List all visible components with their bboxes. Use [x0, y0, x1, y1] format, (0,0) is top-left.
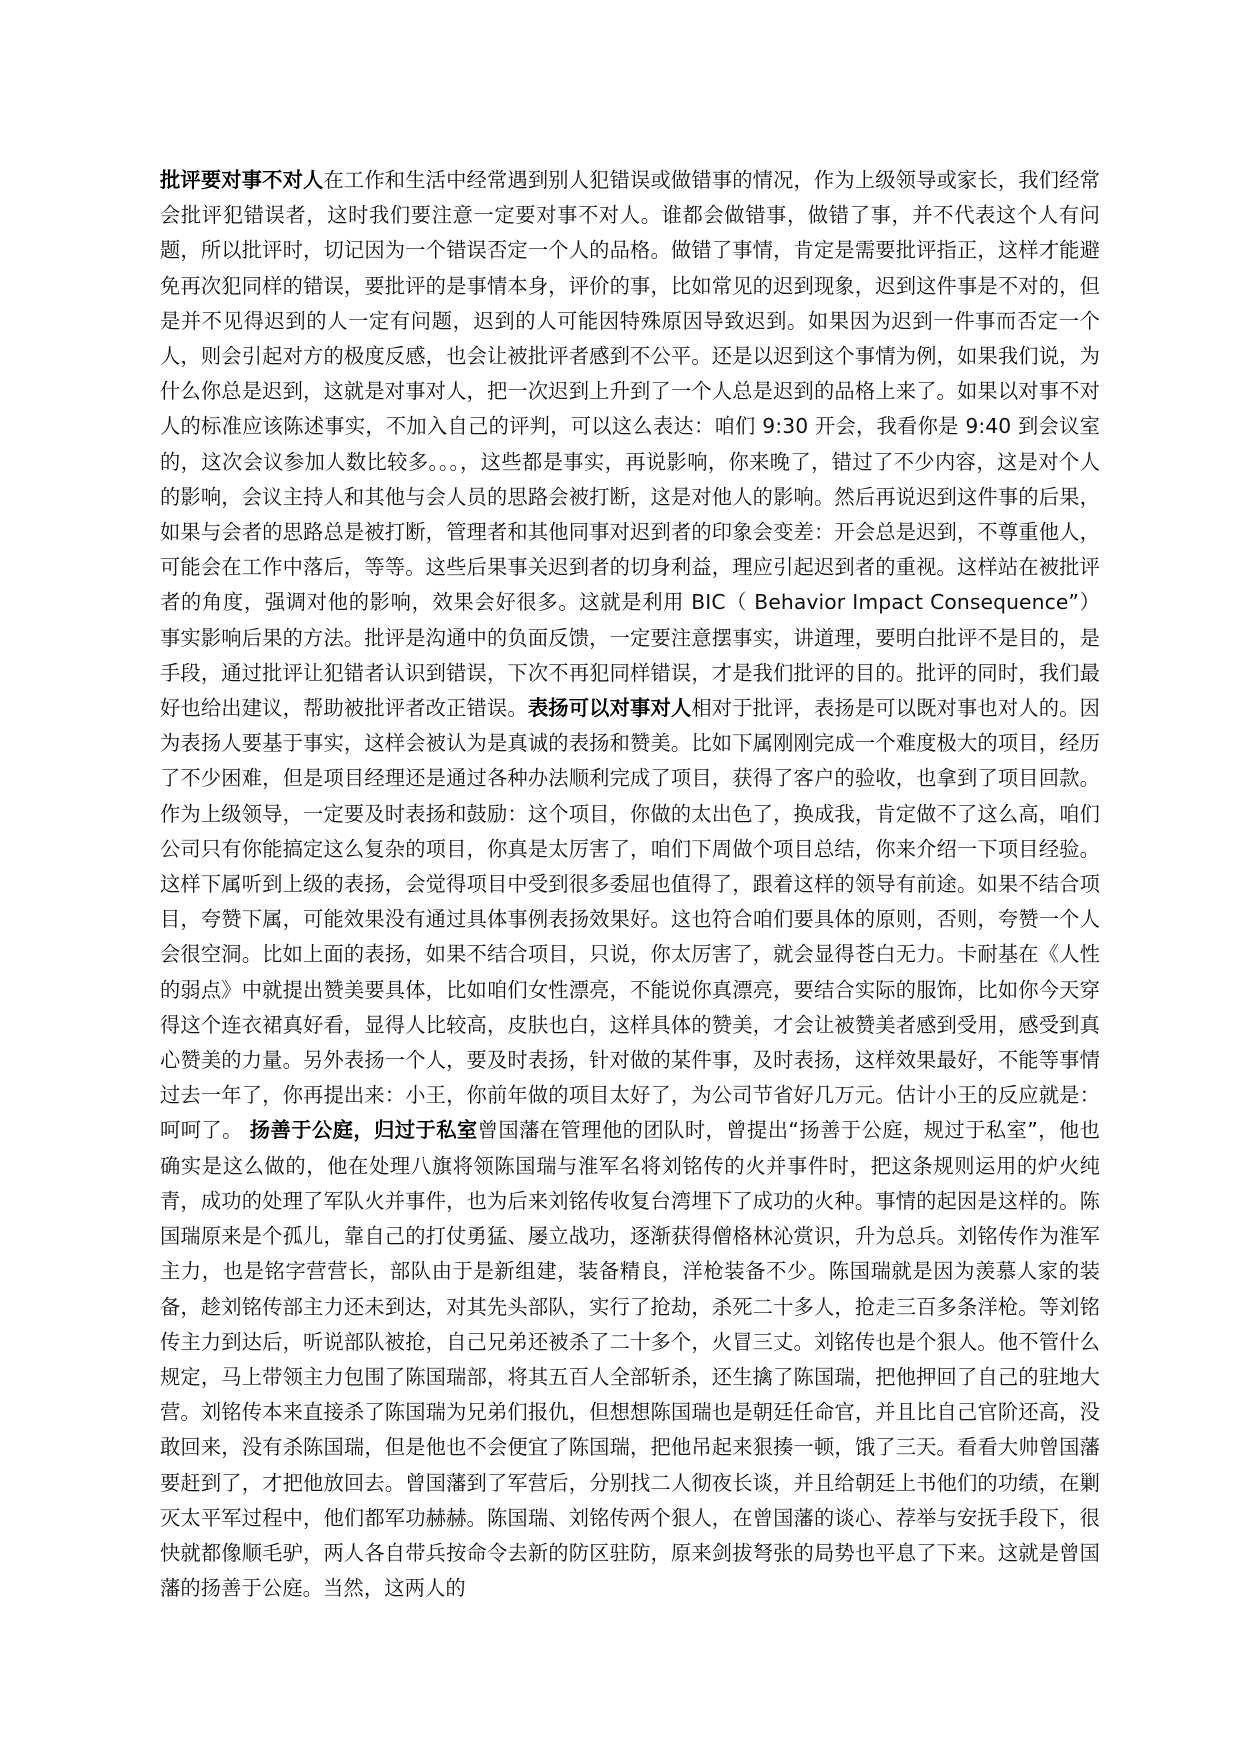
heading-praise-public-blame-private: 扬善于公庭，归过于私室	[249, 1118, 478, 1143]
section-praise-text: 相对于批评，表扬是可以既对事也对人的。因为表扬人要基于事实，这样会被认为是真诚的表扬和赞美。比如下属刚刚完成一个难度极大的项目，经历了不少困难，但是项目经理还是通过各种办法顺利完成了项目，获得了客户的验收，也拿到了项目回款。作为上级领导，一定要及时表扬和鼓励：这个项目，你做的太出色了，换成我，肯定做不了这么高，咱们公司只有你能搞定这么复杂的项目，你真是太厉害了，咱们下周做个项目总结，你来介绍一下项目经验。这样下属听到上级的表扬，会觉得项目中受到很多委屈也值得了，跟着这样的领导有前途。如果不结合项目，夸赞下属，可能效果没有通过具体事例表扬效果好。这也符合咱们要具体的原则，否则，夸赞一个人会很空洞。比如上面的表扬，如果不结合项目，只说，你太厉害了，就会显得苍白无力。卡耐基在《人性的弱点》中就提出赞美要具体，比如咱们女性漂亮，不能说你真漂亮，要结合实际的服饰，比如你今天穿得这个连衣裙真好看，显得人比较高，皮肤也白，这样具体的赞美，才会让被赞美者感到受用，感受到真心赞美的力量。另外表扬一个人，要及时表扬，针对做的某件事，及时表扬，这样效果最好，不能等事情过去一年了，你再提出来：小王，你前年做的项目太好了，为公司节省好几万元。估计小王的反应就是：呵呵了。	[160, 696, 1100, 1143]
heading-praise-issue-and-person: 表扬可以对事对人	[527, 696, 692, 721]
heading-spacer	[243, 1118, 250, 1142]
section-criticism-text: 在工作和生活中经常遇到别人犯错误或做错事的情况，作为上级领导或家长，我们经常会批评犯错误者，这时我们要注意一定要对事不对人。谁都会做错事，做错了事，并不代表这个人有问题，所以批评时，切记因为一个错误否定一个人的品格。做错了事情，肯定是需要批评指正，这样才能避免再次犯同样的错误，要批评的是事情本身，评价的事，比如常见的迟到现象，迟到这件事是不对的，但是并不见得迟到的人一定有问题，迟到的人可能因特殊原因导致迟到。如果因为迟到一件事而否定一个人，则会引起对方的极度反感，也会让被批评者感到不公平。还是以迟到这个事情为例，如果我们说，为什么你总是迟到，这就是对事对人，把一次迟到上升到了一个人总是迟到的品格上来了。如果以对事不对人的标准应该陈述事实，不加入自己的评判，可以这么表达：咱们 9:30 开会，我看你是 9:40 到会议室的，这次会议参加人数比较多。。。，这些都是事实，再说影响，你来晚了，错过了不少内容，这是对个人的影响，会议主持人和其他与会人员的思路会被打断，这是对他人的影响。然后再说迟到这件事的后果，如果与会者的思路总是被打断，管理者和其他同事对迟到者的印象会变差：开会总是迟到，不尊重他人，可能会在工作中落后，等等。这些后果事关迟到者的切身利益，理应引起迟到者的重视。这样站在被批评者的角度，强调对他的影响，效果会好很多。这就是利用 BIC（ Behavior Impact Consequence”）事实影响后果的方法。批评是沟通中的负面反馈，一定要注意摆事实，讲道理，要明白批评不是目的，是手段，通过批评让犯错者认识到错误，下次不再犯同样错误，才是我们批评的目的。批评的同时，我们最好也给出建议，帮助被批评者改正错误。	[160, 168, 1100, 721]
heading-criticize-issue-not-person: 批评要对事不对人	[160, 168, 324, 192]
body-paragraph	[160, 163, 1100, 1606]
section-zeng-guofan-text: 曾国藩在管理他的团队时，曾提出“扬善于公庭，规过于私室”，他也确实是这么做的，他在处理八旗将领陈国瑞与淮军名将刘铭传的火并事件时，把这条规则运用的炉火纯青，成功的处理了军队火并事件，也为后来刘铭传收复台湾埋下了成功的火种。事情的起因是这样的。陈国瑞原来是个孤儿，靠自己的打仗勇猛、屡立战功，逐渐获得僧格林沁赏识，升为总兵。刘铭传作为淮军主力，也是铭字营营长，部队由于是新组建，装备精良，洋枪装备不少。陈国瑞就是因为羡慕人家的装备，趁刘铭传部主力还未到达，对其先头部队，实行了抢劫，杀死二十多人，抢走三百多条洋枪。等刘铭传主力到达后，听说部队被抢，自己兄弟还被杀了二十多个，火冒三丈。刘铭传也是个狠人。他不管什么规定，马上带领主力包围了陈国瑞部，将其五百人全部斩杀，还生擒了陈国瑞，把他押回了自己的驻地大营。刘铭传本来直接杀了陈国瑞为兄弟们报仇，但想想陈国瑞也是朝廷任命官，并且比自己官阶还高，没敢回来，没有杀陈国瑞，但是他也不会便宜了陈国瑞，把他吊起来狠揍一顿，饿了三天。看看大帅曾国藩要赶到了，才把他放回去。曾国藩到了军营后，分别找二人彻夜长谈，并且给朝廷上书他们的功绩，在剿灭太平军过程中，他们都军功赫赫。陈国瑞、刘铭传两个狠人，在曾国藩的谈心、荐举与安抚手段下，很快就都像顺毛驴，两人各自带兵按命令去新的防区驻防，原来剑拔弩张的局势也平息了下来。这就是曾国藩的扬善于公庭。当然，这两人的	[160, 1118, 1100, 1601]
